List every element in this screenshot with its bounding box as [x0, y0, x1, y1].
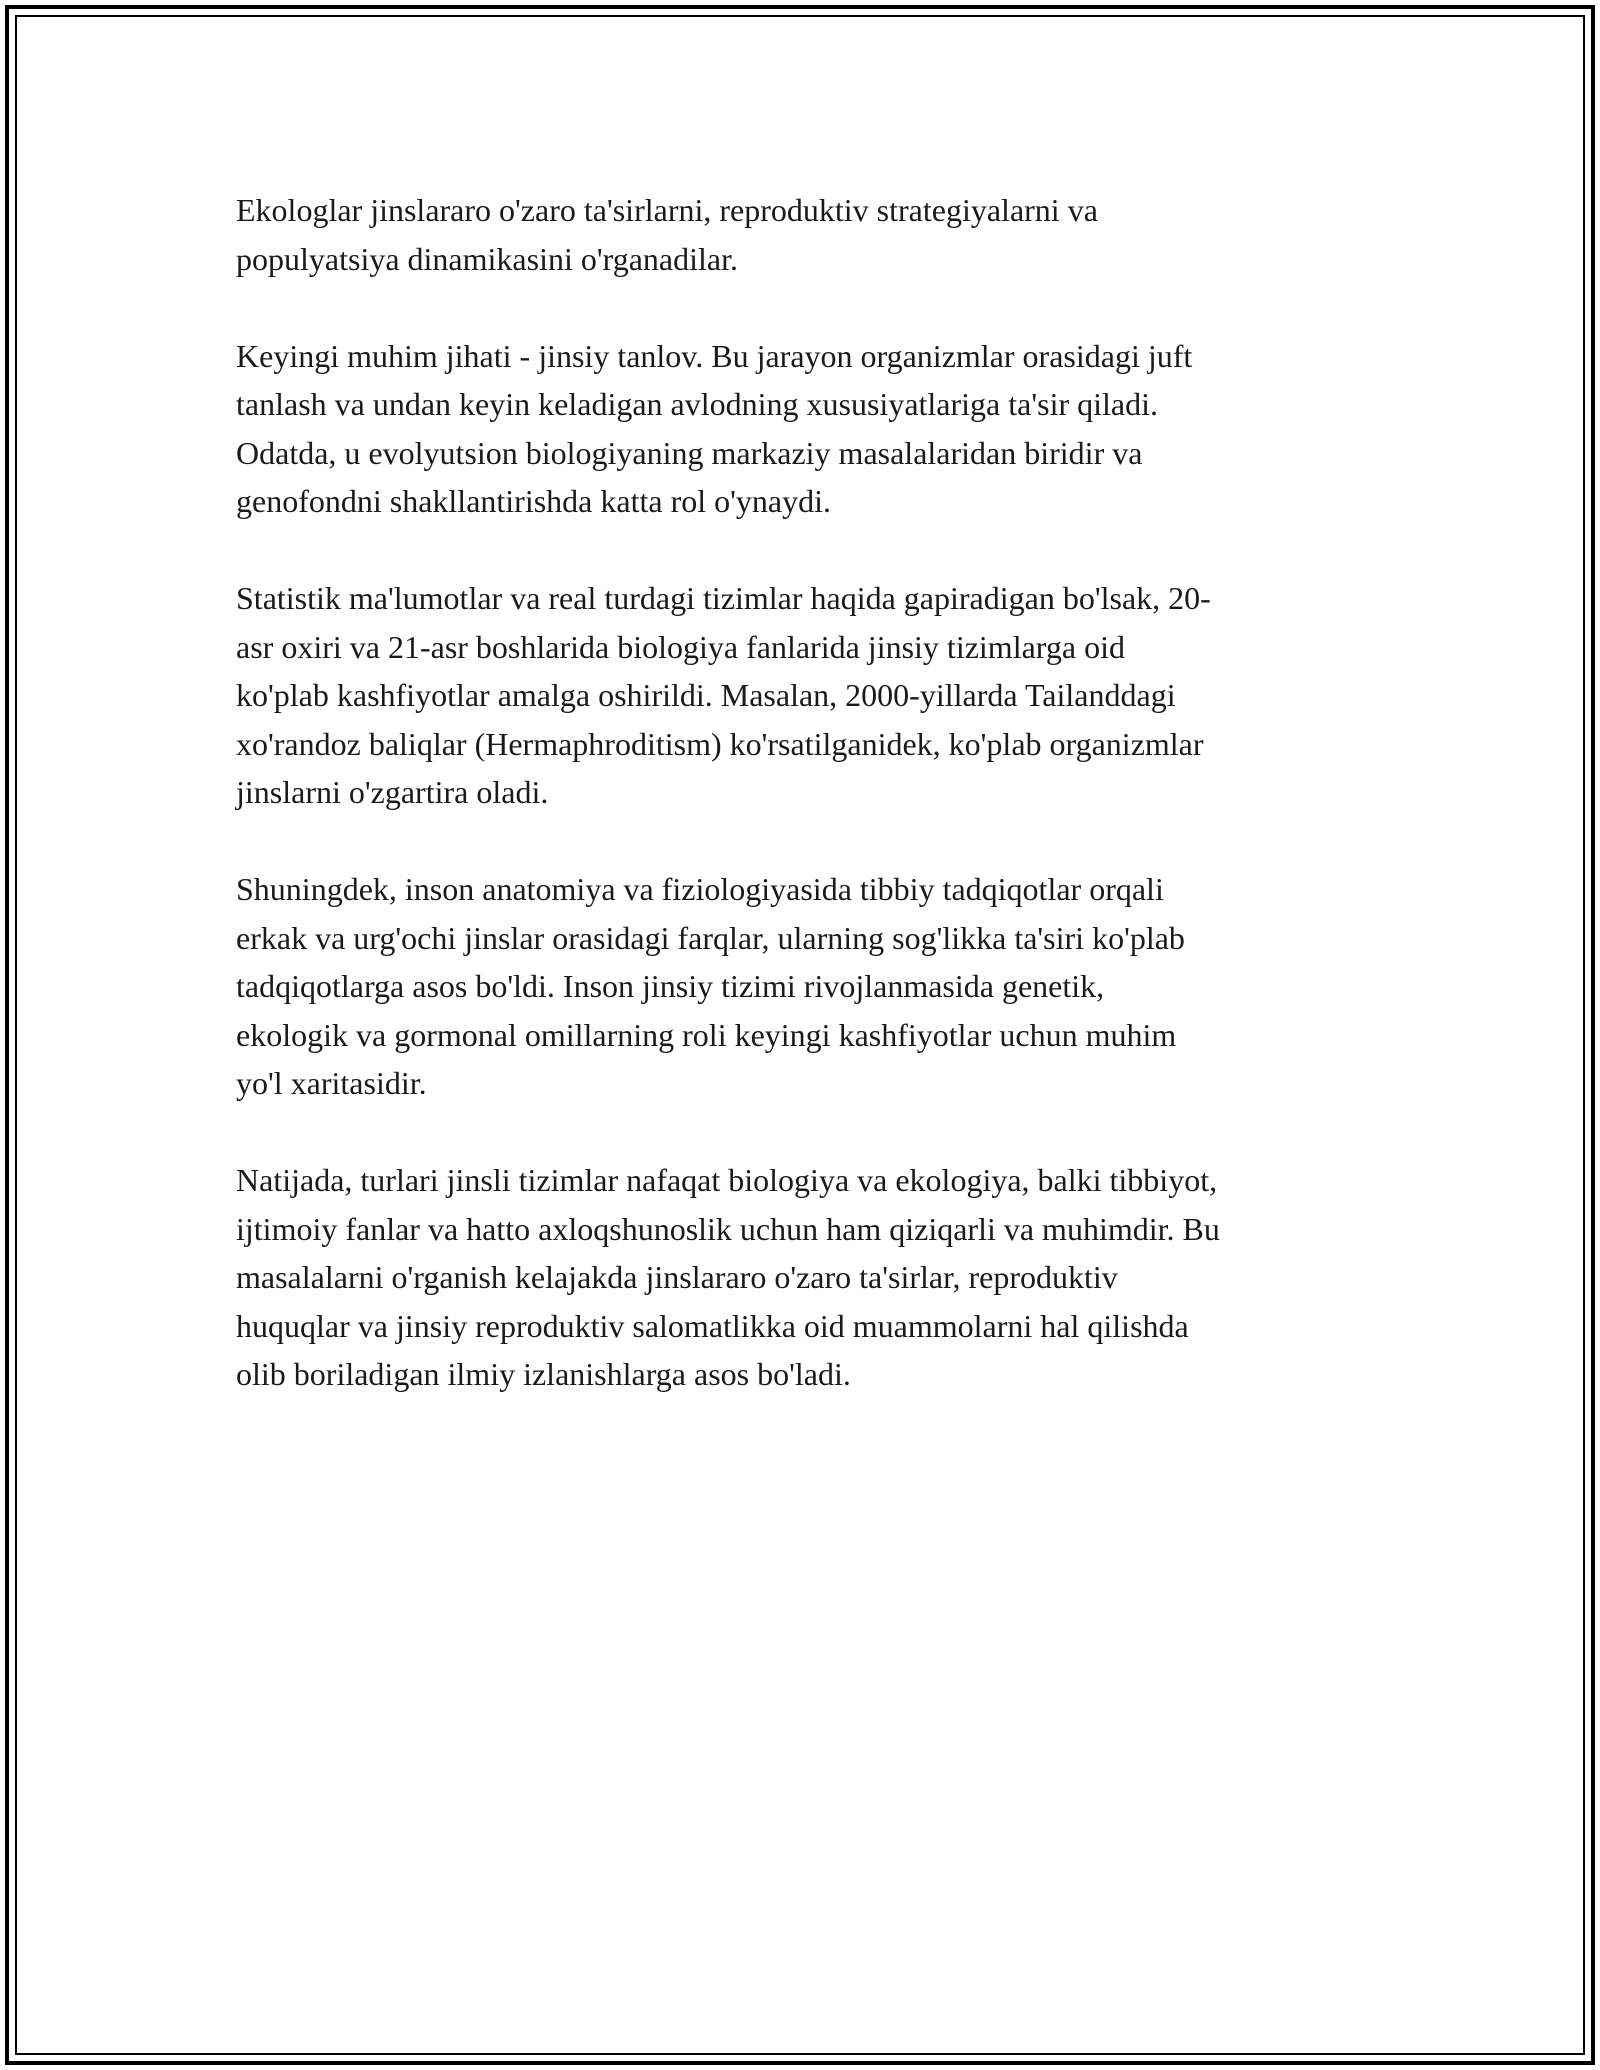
paragraph-4: Shuningdek, inson anatomiya va fiziologiyasida tibbiy tadqiqotlar orqali erkak va urg'ochi jinslar orasidagi farqlar, ularning sog'likka ta'siri ko'plab tadqiqotlarga asos bo'ldi. Inson jinsiy tizimi rivojlanmasida genetik, ekologik va gormonal omillarning roli keyingi kashfiyotlar uchun muhim yo'l xaritasidir. [236, 871, 1185, 1101]
paragraph-1: Ekologlar jinslararo o'zaro ta'sirlarni, reproduktiv strategiyalarni va populyatsiya dinamikasini o'rganadilar. [236, 192, 1098, 277]
paragraph-3: Statistik ma'lumotlar va real turdagi tizimlar haqida gapiradigan bo'lsak, 20- asr oxiri va 21-asr boshlarida biologiya fanlarida jinsiy tizimlarga oid ko'plab kashfiyotlar amalga oshirildi. Masalan, 2000-yillarda Tailanddagi xo'randoz baliqlar (Hermaphroditism) ko'rsatilganidek, ko'plab organizmlar jinslarni o'zgartira oladi. [236, 580, 1211, 810]
document-body [236, 186, 1376, 1447]
paragraph-2: Keyingi muhim jihati - jinsiy tanlov. Bu jarayon organizmlar orasidagi juft tanlash va undan keyin keladigan avlodning xususiyatlariga ta'sir qiladi. Odatda, u evolyutsion biologiyaning markaziy masalalaridan biridir va genofondni shakllantirishda katta rol o'ynaydi. [236, 337, 1193, 519]
paragraph-5: Natijada, turlari jinsli tizimlar nafaqat biologiya va ekologiya, balki tibbiyot, ijtimoiy fanlar va hatto axloqshunoslik uchun ham qiziqarli va muhimdir. Bu masalalarni o'rganish kelajakda jinslararo o'zaro ta'sirlar, reproduktiv huquqlar va jinsiy reproduktiv salomatlikka oid muammolarni hal qilishda olib boriladigan ilmiy izlanishlarga asos bo'ladi. [236, 1162, 1220, 1392]
